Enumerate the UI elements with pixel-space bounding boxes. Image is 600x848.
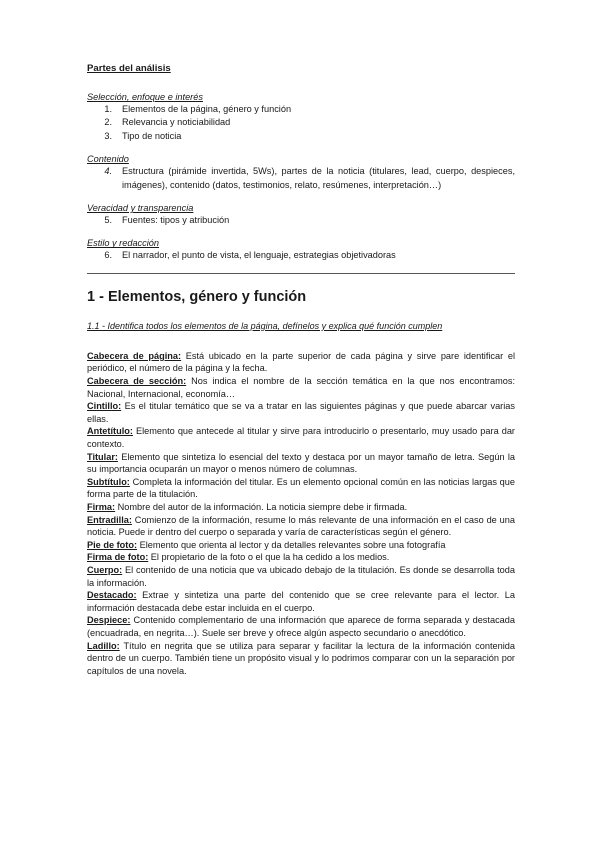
list-item: 3. Tipo de noticia <box>104 130 182 141</box>
definition-item: Despiece: Contenido complementario de una información que aparece de forma separada y destacada (encuadrada, en negrita…). Suele ser breve y ofrece algún aspecto secundario o anecdótico. <box>87 615 515 638</box>
subsection-heading: 1.1 - Identifica todos los elementos de la página, defínelos y explica qué función cumplen <box>87 320 443 331</box>
section-estilo <box>87 237 515 262</box>
list-item: 2. Relevancia y noticiabilidad <box>104 117 231 128</box>
definition-item: Firma de foto: El propietario de la foto o el que la ha cedido a los medios. <box>87 552 390 563</box>
definition-item: Firma: Nombre del autor de la información. La noticia siempre debe ir firmada. <box>87 501 408 512</box>
definition-item: Cuerpo: El contenido de una noticia que va ubicado debajo de la titulación. Es donde se desarrolla toda la información. <box>87 564 515 588</box>
list-item: 4. Estructura (pirámide invertida, 5Ws), partes de la noticia (titulares, lead, cuerpo, despieces, imágenes), contenido (datos, testimonios, relato, resúmenes, interpretación…) <box>104 166 515 190</box>
section-label: Selección, enfoque e interés <box>87 92 203 102</box>
section-label: Estilo y redacción <box>87 238 160 249</box>
list-item: 1. Elementos de la página, género y función <box>104 104 292 114</box>
definition-item: Entradilla: Comienzo de la información, resume lo más relevante de una información en el caso de una noticia. Puede ir dentro del cuerpo o separada y varía de características según el género. <box>87 514 515 538</box>
section-label: Veracidad y transparencia <box>87 203 194 214</box>
definitions-list <box>87 350 515 677</box>
section-contenido <box>87 153 515 192</box>
definition-item: Titular: Elemento que sintetiza lo esencial del texto y destaca por un mayor tamaño de letra. Según la su importancia ocuparán un mayor o menos número de columnas. <box>87 451 515 475</box>
section-label: Contenido <box>87 154 129 165</box>
definition-item: Cintillo: Es el titular temático que se va a tratar en las siguientes páginas y que puede abarcar varias ellas. <box>87 401 515 424</box>
definition-item: Cabecera de sección: Nos indica el nombre de la sección temática en la que nos encontramos: Nacional, Internacional, economía… <box>87 376 515 399</box>
section-seleccion <box>87 91 515 143</box>
document-page <box>87 62 515 677</box>
horizontal-divider <box>87 273 515 274</box>
list-item: 5. Fuentes: tipos y atribución <box>104 215 230 226</box>
definition-item: Cabecera de página: Está ubicado en la parte superior de cada página y sirve pare identificar el periódico, el número de la página y la fecha. <box>87 350 516 374</box>
section-heading: 1 - Elementos, género y función <box>87 288 307 305</box>
section-veracidad <box>87 202 515 227</box>
definition-item: Ladillo: Título en negrita que se utiliza para separar y facilitar la lectura de la información contenida dentro de un cuerpo. También tiene un propósito visual y lo podrimos comparar con un la separación por capítulos de una novela. <box>87 640 515 676</box>
document-title: Partes del análisis <box>87 63 171 74</box>
definition-item: Antetítulo: Elemento que antecede al titular y sirve para introducirlo o presentarlo, muy usado para dar contexto. <box>87 426 515 449</box>
definition-item: Subtítulo: Completa la información del titular. Es un elemento opcional común en las noticias largas que forma parte de la titulación. <box>87 476 515 500</box>
definition-item: Destacado: Extrae y sintetiza una parte del contenido que se cree relevante para el lector. La información destacada debe estar incluida en el cuerpo. <box>87 590 515 613</box>
list-item: 6. El narrador, el punto de vista, el lenguaje, estrategias objetivadoras <box>104 250 396 261</box>
definition-item: Pie de foto: Elemento que orienta al lector y da detalles relevantes sobre una fotografía <box>87 539 446 550</box>
